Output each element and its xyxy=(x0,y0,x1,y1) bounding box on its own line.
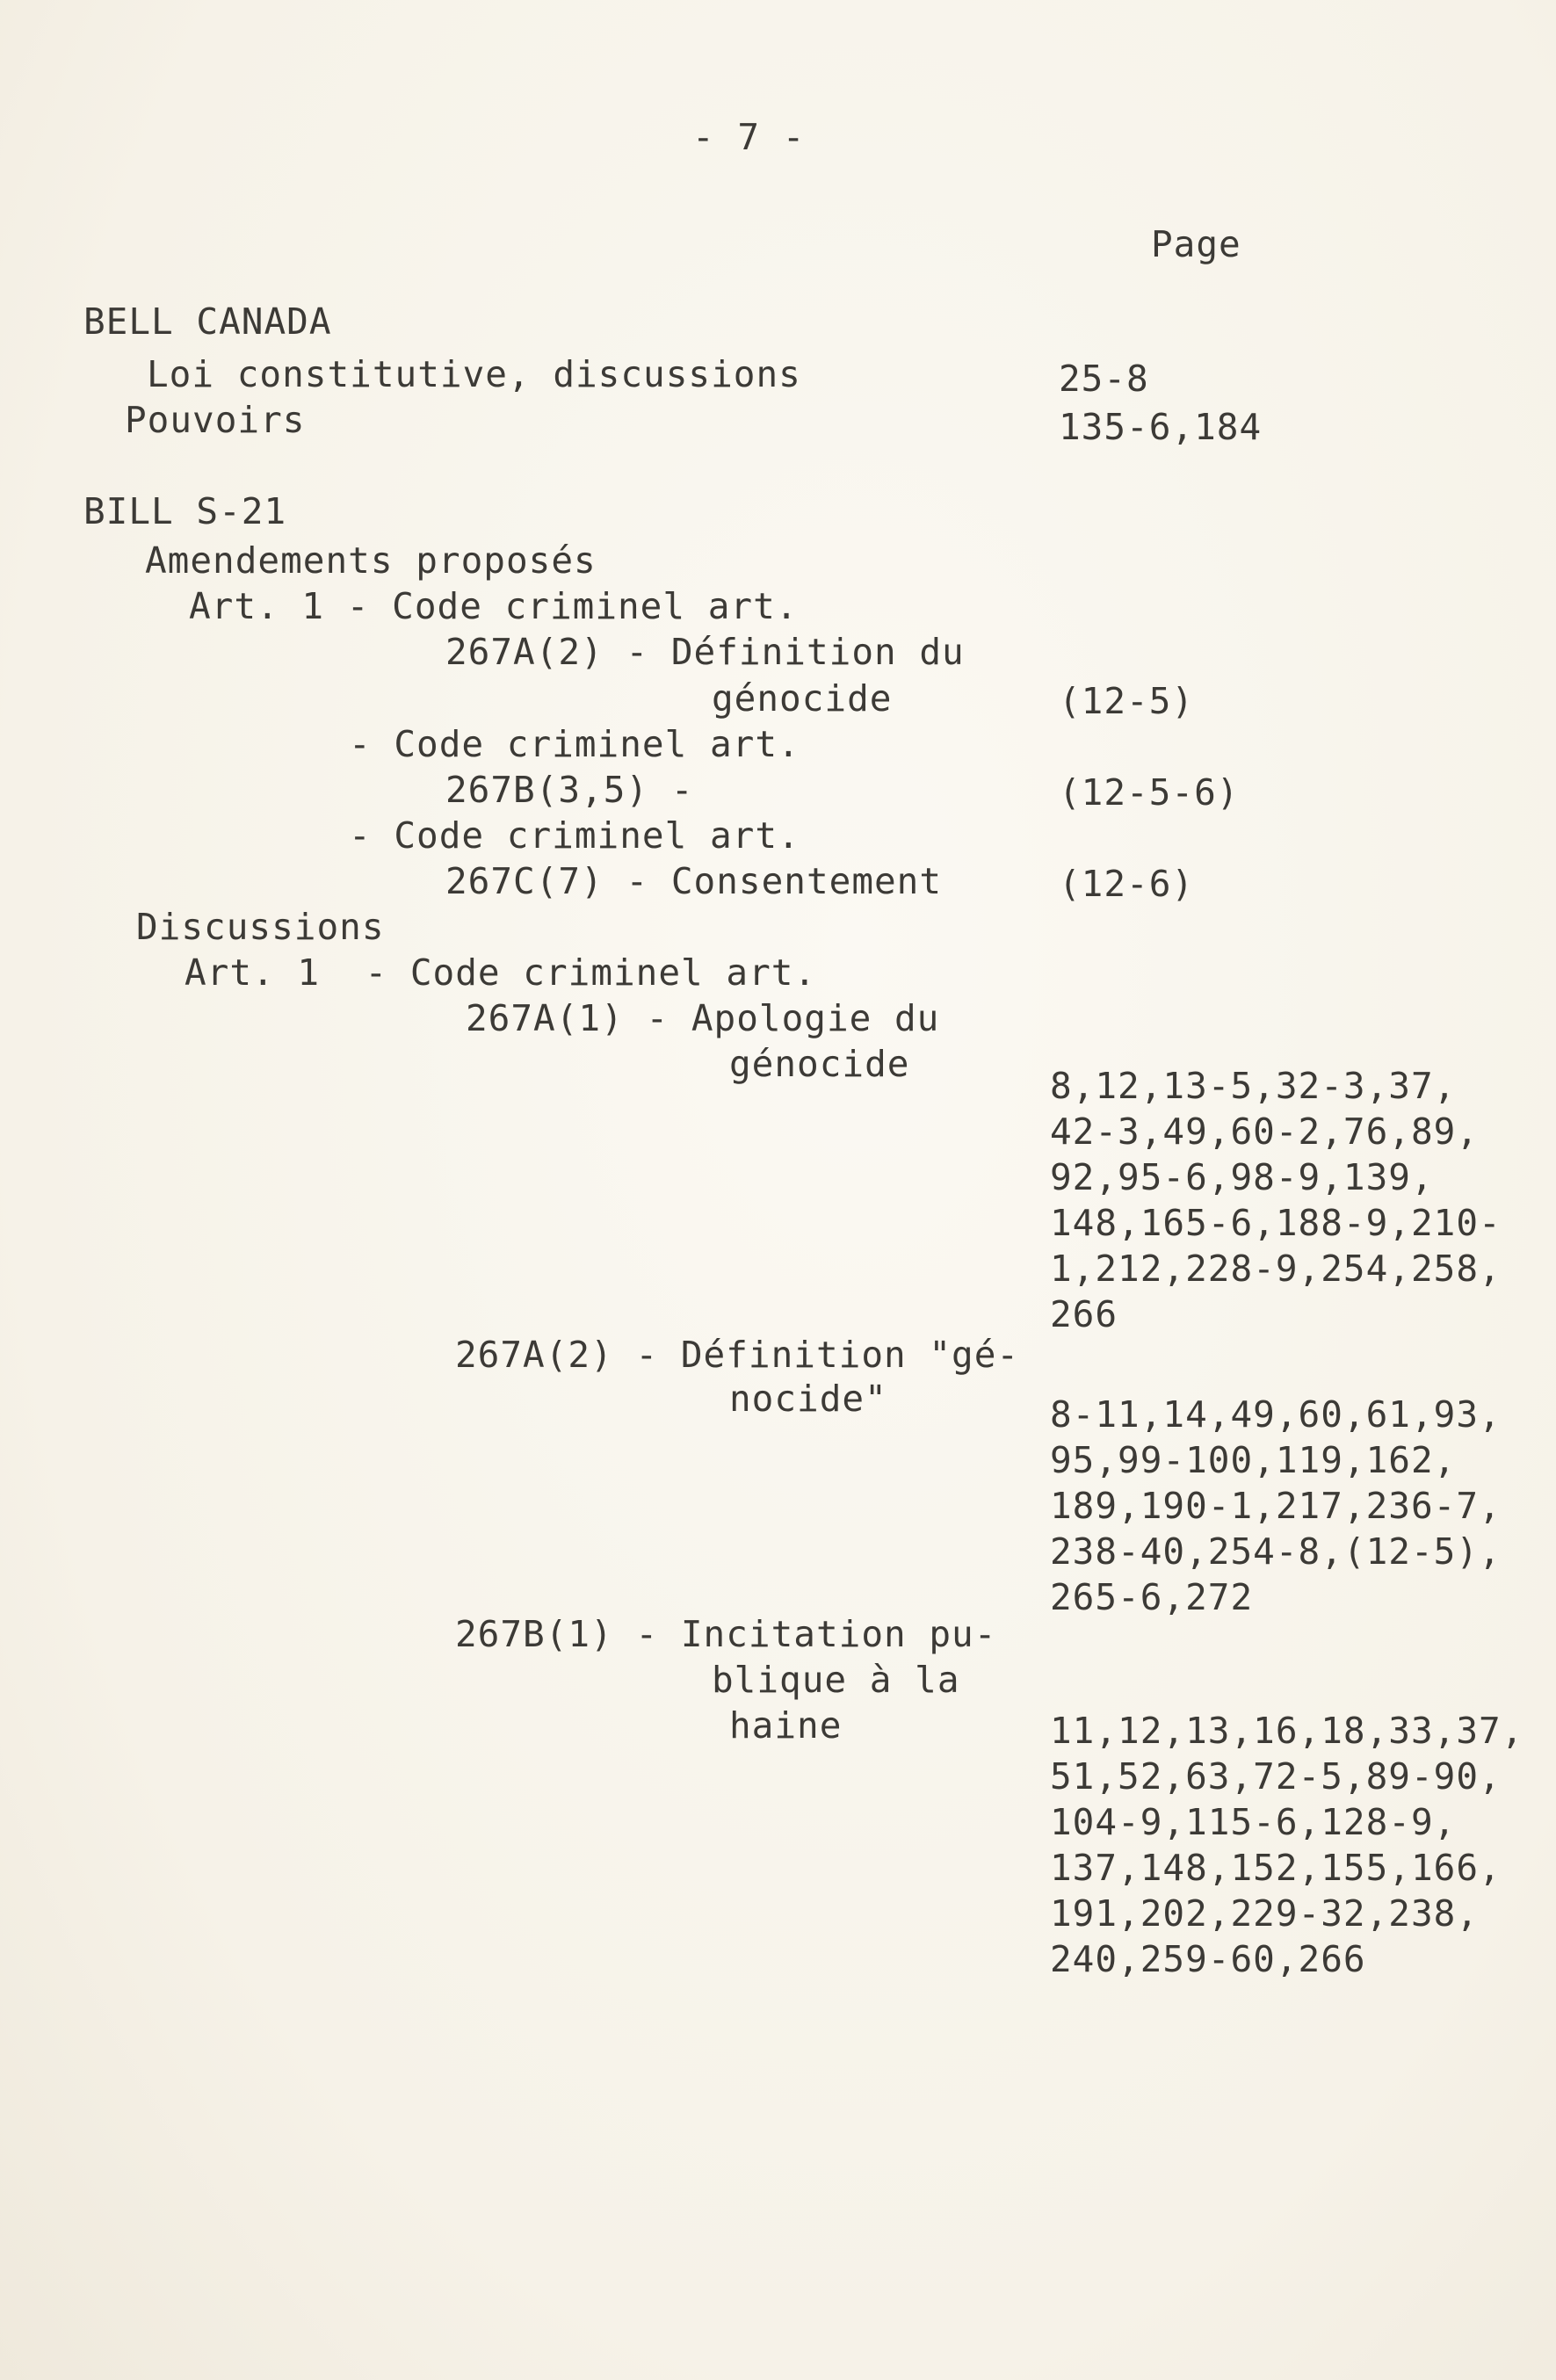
page-reference: 104-9,115-6,128-9, xyxy=(1050,1801,1457,1843)
page-reference: 240,259-60,266 xyxy=(1050,1938,1366,1980)
subentry-text: génocide xyxy=(729,1043,910,1085)
subentry-text: Discussions xyxy=(136,906,385,948)
page-reference: 135-6,184 xyxy=(1059,406,1263,448)
entry-heading: BELL CANADA xyxy=(83,300,332,343)
page-reference: 191,202,229-32,238, xyxy=(1050,1892,1479,1935)
subentry-text: - Code criminel art. xyxy=(349,814,800,857)
subentry-text: 267A(2) - Définition "gé- xyxy=(455,1334,1020,1376)
subentry-text: haine xyxy=(729,1704,843,1747)
page-reference: 51,52,63,72-5,89-90, xyxy=(1050,1755,1502,1798)
page-reference: 148,165-6,188-9,210- xyxy=(1050,1202,1502,1244)
subentry-text: Pouvoirs xyxy=(125,399,306,441)
page-reference: 189,190-1,217,236-7, xyxy=(1050,1485,1502,1527)
page-reference: 11,12,13,16,18,33,37, xyxy=(1050,1710,1524,1752)
page-reference: 137,148,152,155,166, xyxy=(1050,1847,1502,1889)
page-reference: 1,212,228-9,254,258, xyxy=(1050,1248,1502,1290)
page-number: - 7 - xyxy=(692,116,806,158)
page-reference: 92,95-6,98-9,139, xyxy=(1050,1156,1434,1198)
entry-heading: BILL S-21 xyxy=(83,490,287,532)
page-reference: 95,99-100,119,162, xyxy=(1050,1439,1457,1481)
page-reference: (12-5-6) xyxy=(1059,771,1240,814)
page-reference: 266 xyxy=(1050,1293,1118,1335)
subentry-text: 267C(7) - Consentement xyxy=(445,860,943,902)
subentry-text: 267B(3,5) - xyxy=(445,769,694,811)
subentry-text: 267A(2) - Définition du xyxy=(445,631,965,673)
subentry-text: nocide" xyxy=(729,1378,887,1420)
page-reference: 265-6,272 xyxy=(1050,1576,1254,1618)
page-column-header: Page xyxy=(1151,223,1241,265)
page-reference: (12-6) xyxy=(1059,863,1195,905)
subentry-text: génocide xyxy=(712,677,893,720)
subentry-text: 267B(1) - Incitation pu- xyxy=(455,1613,997,1655)
page-reference: 238-40,254-8,(12-5), xyxy=(1050,1530,1502,1573)
page-reference: 8-11,14,49,60,61,93, xyxy=(1050,1393,1502,1436)
subentry-text: Art. 1 - Code criminel art. xyxy=(185,951,817,994)
page-reference: 25-8 xyxy=(1059,358,1149,400)
page-reference: (12-5) xyxy=(1059,680,1195,722)
subentry-text: blique à la xyxy=(712,1659,960,1701)
subentry-text: Amendements proposés xyxy=(145,539,597,582)
page-reference: 8,12,13-5,32-3,37, xyxy=(1050,1065,1457,1107)
subentry-text: 267A(1) - Apologie du xyxy=(466,997,940,1039)
subentry-text: Loi constitutive, discussions xyxy=(147,353,801,395)
subentry-text: - Code criminel art. xyxy=(349,723,800,765)
subentry-text: Art. 1 - Code criminel art. xyxy=(189,585,799,627)
page-reference: 42-3,49,60-2,76,89, xyxy=(1050,1110,1479,1153)
